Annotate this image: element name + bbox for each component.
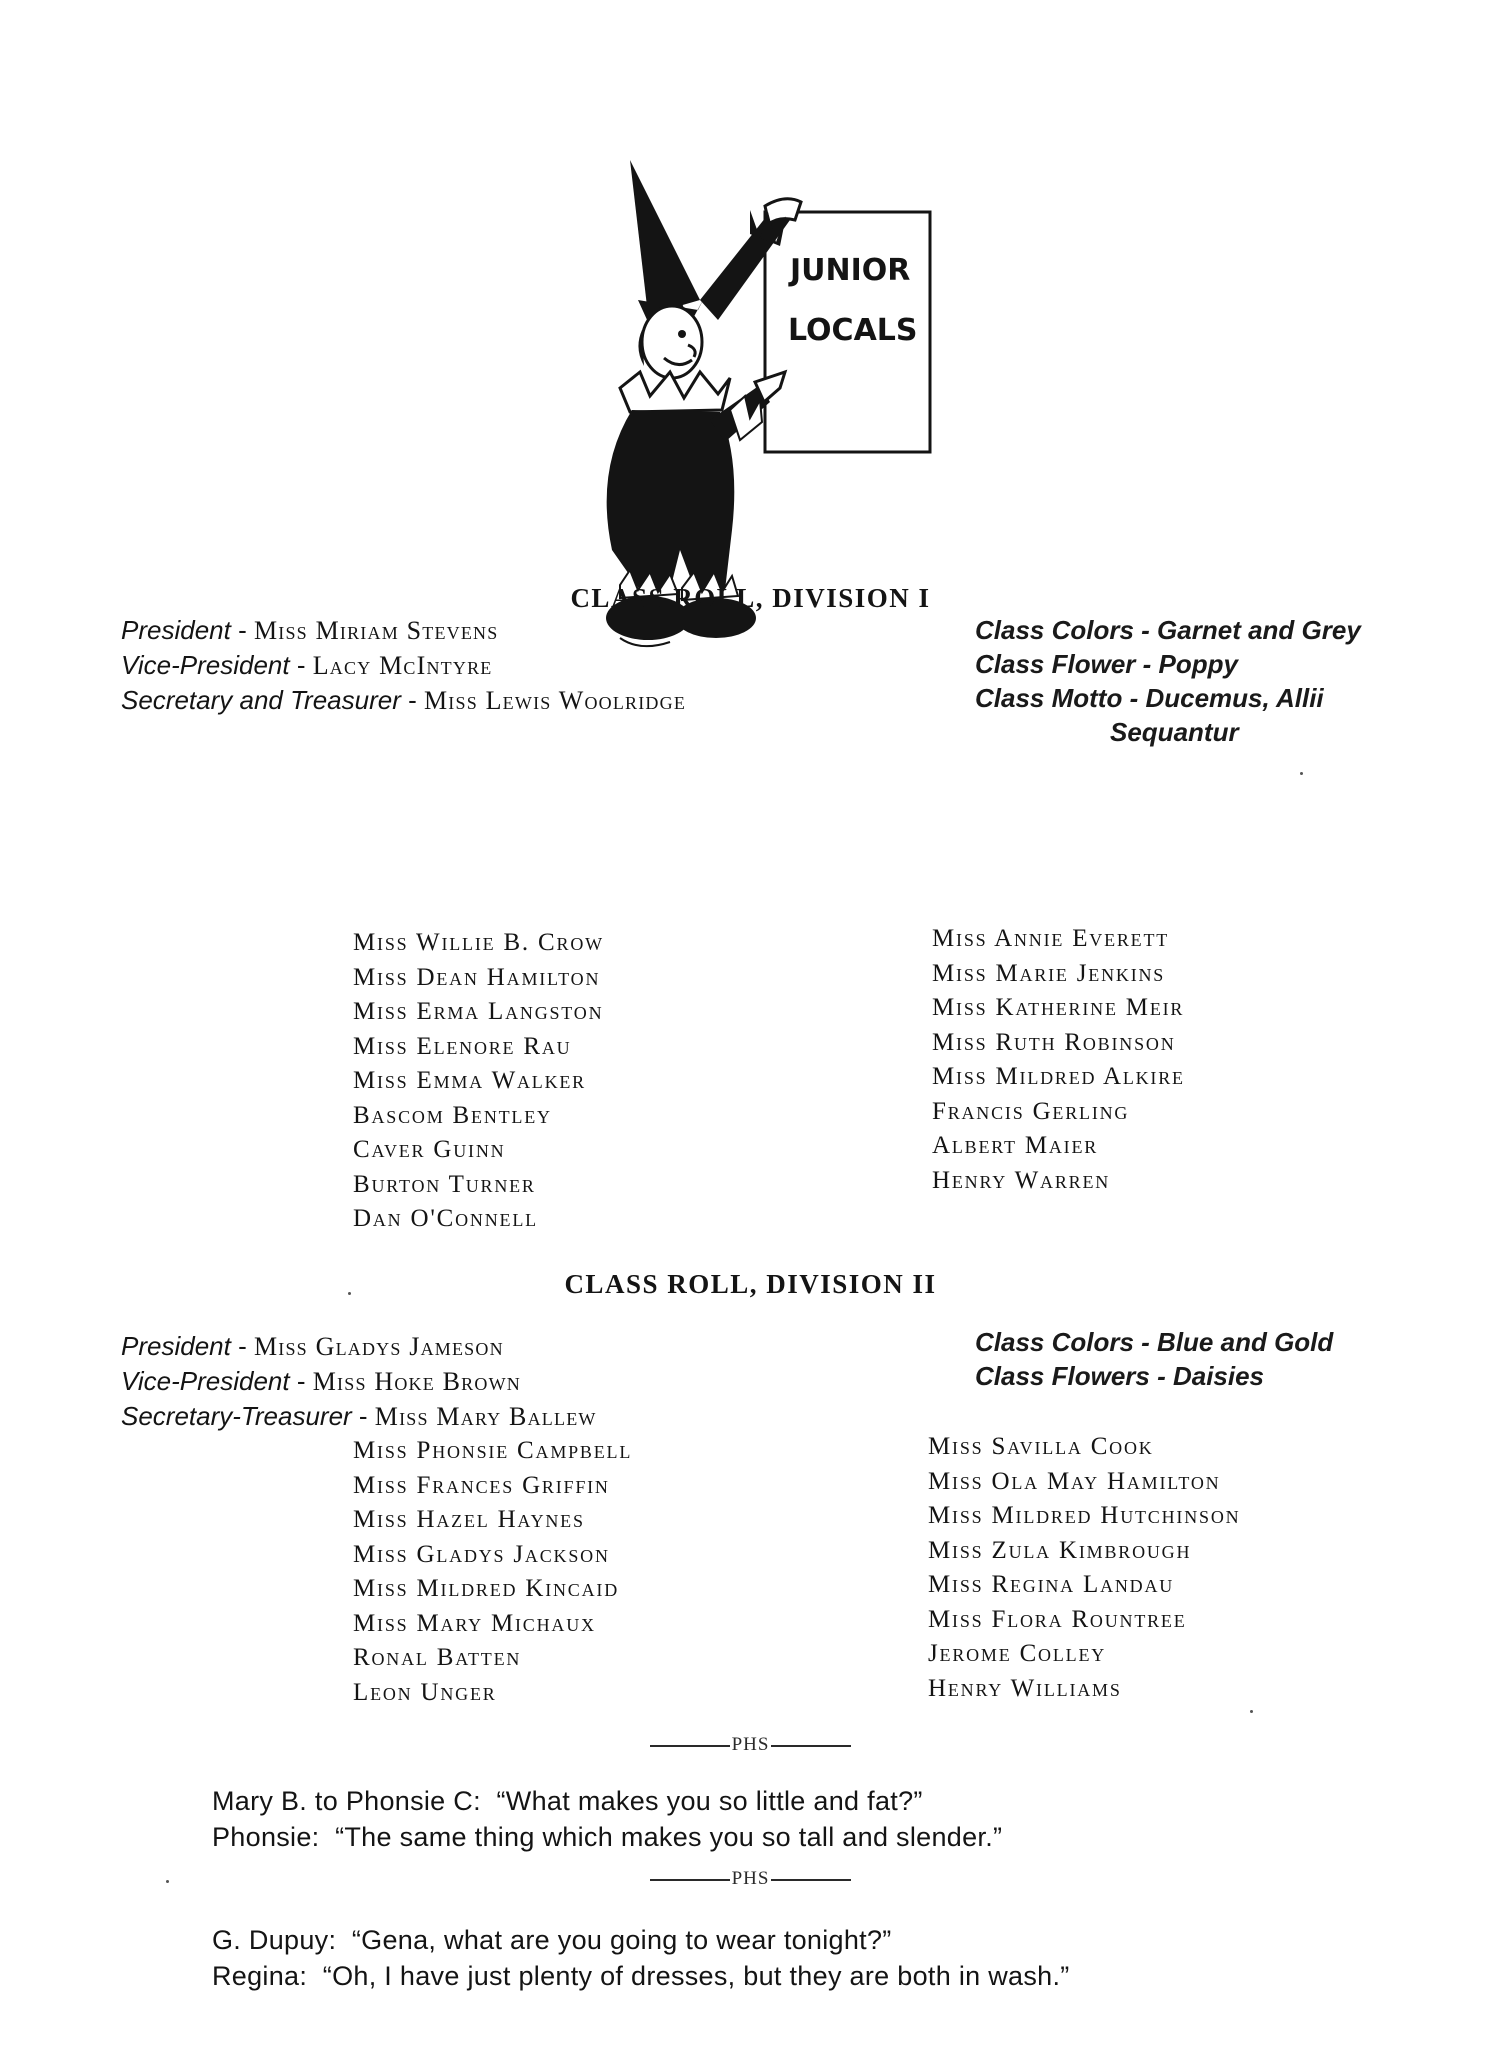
- member-name: Miss Flora Rountree: [928, 1605, 1187, 1633]
- officer-role: Vice-President: [121, 650, 290, 680]
- division-1-left-members: [353, 926, 604, 1237]
- joke-speaker: Mary B. to Phonsie C:: [212, 1786, 481, 1816]
- member-name: Miss Mary Michaux: [353, 1609, 596, 1637]
- division-1-heading: CLASS ROLL, DIVISION I: [570, 583, 931, 613]
- officer-role: Vice-President: [121, 1366, 290, 1396]
- officer-row: Vice-President - Miss Hoke Brown: [121, 1366, 521, 1396]
- phs-separator: [0, 1868, 1501, 1890]
- member-name: Miss Ola May Hamilton: [928, 1467, 1221, 1495]
- joke-speaker: Phonsie:: [212, 1822, 320, 1852]
- print-speck: [1250, 1710, 1253, 1713]
- division-2-heading: CLASS ROLL, DIVISION II: [564, 1269, 937, 1299]
- class-flowers: Class Flowers - Daisies: [975, 1361, 1265, 1391]
- member-name: Miss Erma Langston: [353, 998, 604, 1025]
- officer-role: Secretary and Treasurer: [121, 685, 401, 715]
- separator-label: PHS: [731, 1868, 770, 1889]
- member-name: Miss Marie Jenkins: [932, 959, 1166, 987]
- separator-rule: [650, 1879, 730, 1881]
- sign-board: [765, 212, 930, 452]
- member-name: Miss Dean Hamilton: [353, 963, 601, 991]
- officer-name: Lacy McIntyre: [312, 651, 493, 680]
- officer-name: Miss Gladys Jameson: [253, 1332, 504, 1361]
- phs-separator: [0, 1734, 1501, 1756]
- division-2-officers: [121, 1329, 597, 1434]
- division-2-left-members: [353, 1434, 632, 1710]
- separator-rule: [650, 1745, 730, 1747]
- print-speck: [166, 1880, 169, 1883]
- member-name: Miss Hazel Haynes: [353, 1506, 585, 1533]
- member-name: Ronal Batten: [353, 1644, 522, 1671]
- joke-1: [212, 1783, 1002, 1855]
- member-name: Miss Gladys Jackson: [353, 1540, 610, 1568]
- officer-row: Vice-President - Lacy McIntyre: [121, 650, 493, 680]
- separator-label: PHS: [731, 1734, 770, 1755]
- officer-row: Secretary and Treasurer - Miss Lewis Woolridge: [121, 685, 687, 715]
- member-name: Miss Mildred Alkire: [932, 1063, 1185, 1090]
- joke-2: [212, 1922, 1070, 1994]
- joke-speaker: G. Dupuy:: [212, 1925, 337, 1955]
- division-2-right-members: [928, 1430, 1240, 1706]
- member-name: Miss Savilla Cook: [928, 1433, 1154, 1460]
- joke-line: [212, 1958, 1070, 1994]
- member-name: Miss Katherine Meir: [932, 994, 1185, 1021]
- joke-quote: “Oh, I have just plenty of dresses, but they are both in wash.”: [322, 1961, 1070, 1991]
- division-2-class-info: [975, 1325, 1333, 1393]
- member-name: Burton Turner: [353, 1170, 536, 1198]
- member-name: Jerome Colley: [928, 1640, 1107, 1667]
- member-name: Miss Frances Griffin: [353, 1471, 610, 1499]
- member-name: Miss Mildred Kincaid: [353, 1575, 620, 1602]
- member-name: Caver Guinn: [353, 1136, 506, 1163]
- class-colors: Class Colors - Blue and Gold: [975, 1327, 1334, 1357]
- officer-role: President: [121, 1331, 231, 1361]
- joke-quote: “What makes you so little and fat?”: [496, 1786, 923, 1816]
- member-name: Miss Annie Everett: [932, 925, 1170, 952]
- member-name: Miss Emma Walker: [353, 1067, 586, 1094]
- sign-line-1: JUNIOR: [790, 253, 911, 288]
- member-name: Albert Maier: [932, 1132, 1099, 1159]
- print-speck: [348, 1292, 351, 1295]
- officer-role: Secretary-Treasurer: [121, 1401, 352, 1431]
- officer-name: Miss Mary Ballew: [374, 1402, 597, 1431]
- officer-role: President: [121, 615, 231, 645]
- member-name: Bascom Bentley: [353, 1101, 552, 1129]
- member-name: Miss Zula Kimbrough: [928, 1536, 1192, 1564]
- class-colors: Class Colors - Garnet and Grey: [975, 615, 1361, 645]
- officer-name: Miss Hoke Brown: [312, 1367, 521, 1396]
- officer-row: Secretary-Treasurer - Miss Mary Ballew: [121, 1401, 597, 1431]
- member-name: Miss Regina Landau: [928, 1571, 1175, 1598]
- joke-speaker: Regina:: [212, 1961, 308, 1991]
- joke-line: [212, 1922, 1070, 1958]
- officer-row: President - Miss Miriam Stevens: [121, 615, 499, 645]
- class-motto: Class Motto - Ducemus, Allii: [975, 683, 1324, 713]
- division-1-officers: [121, 613, 686, 718]
- print-speck: [1300, 772, 1303, 775]
- joke-quote: “The same thing which makes you so tall and slender.”: [335, 1822, 1003, 1852]
- member-name: Miss Willie B. Crow: [353, 929, 604, 956]
- member-name: Francis Gerling: [932, 1097, 1130, 1125]
- class-flower: Class Flower - Poppy: [975, 649, 1238, 679]
- member-name: Miss Elenore Rau: [353, 1032, 572, 1060]
- separator-rule: [771, 1879, 851, 1881]
- member-name: Leon Unger: [353, 1678, 497, 1706]
- sign-line-2: LOCALS: [788, 313, 918, 348]
- division-1-class-info: [975, 613, 1361, 749]
- member-name: Miss Ruth Robinson: [932, 1028, 1176, 1056]
- officer-name: Miss Miriam Stevens: [253, 616, 499, 645]
- member-name: Henry Williams: [928, 1674, 1122, 1702]
- separator-rule: [771, 1745, 851, 1747]
- division-1-right-members: [932, 922, 1185, 1198]
- joke-line: [212, 1819, 1002, 1855]
- officer-name: Miss Lewis Woolridge: [423, 686, 687, 715]
- joke-quote: “Gena, what are you going to wear tonight?”: [351, 1925, 892, 1955]
- member-name: Dan O'Connell: [353, 1205, 538, 1232]
- class-motto-continued: Sequantur: [1110, 717, 1239, 747]
- member-name: Miss Phonsie Campbell: [353, 1437, 633, 1464]
- officer-row: President - Miss Gladys Jameson: [121, 1331, 504, 1361]
- joke-line: [212, 1783, 1002, 1819]
- member-name: Henry Warren: [932, 1166, 1111, 1194]
- member-name: Miss Mildred Hutchinson: [928, 1502, 1241, 1529]
